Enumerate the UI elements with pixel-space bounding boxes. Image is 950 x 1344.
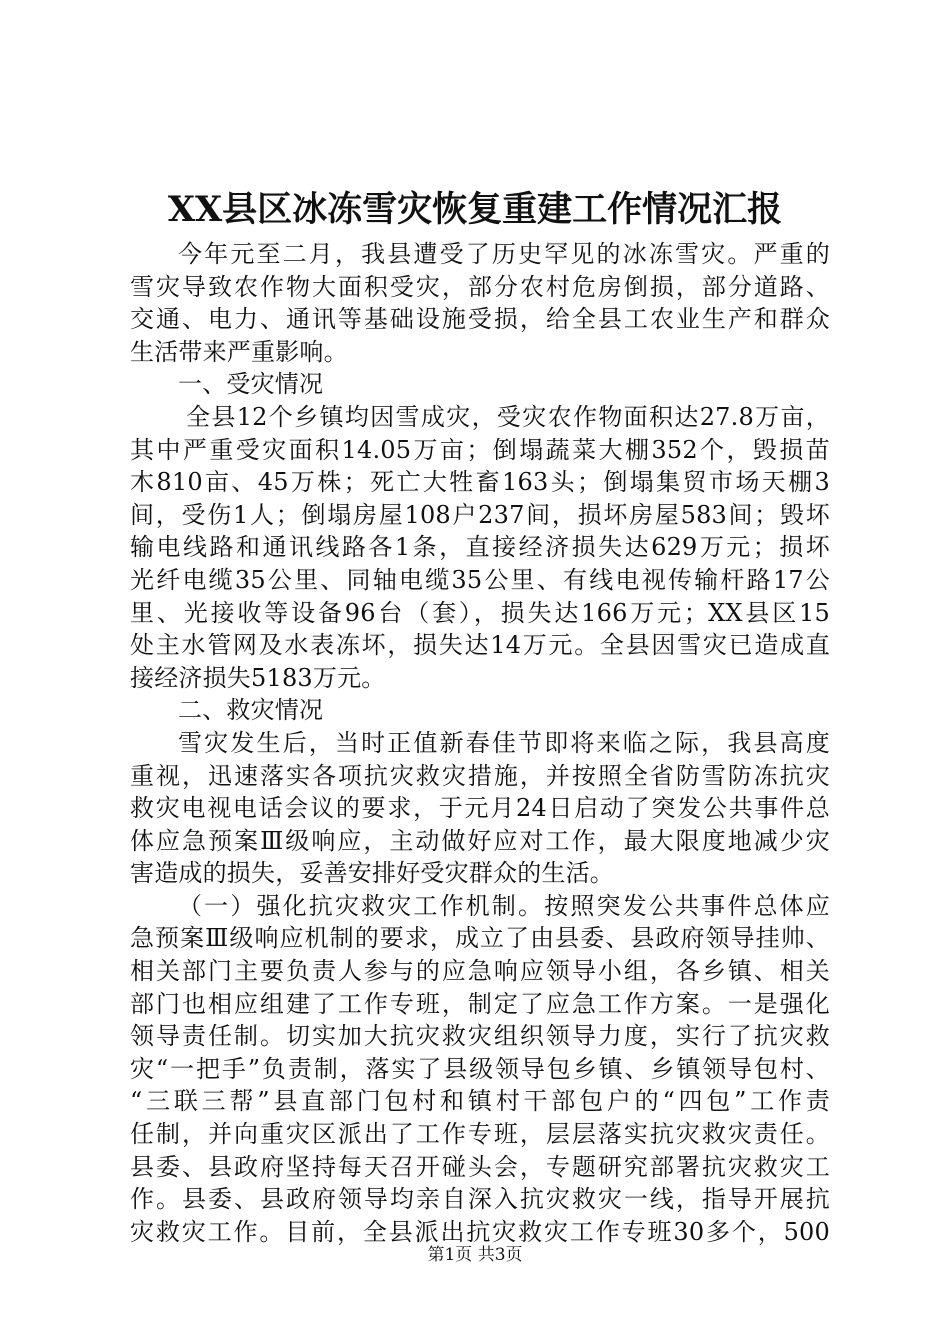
paragraph-line: 里、光接收等设备96台（套），损失达166万元；XX县区15 <box>130 598 830 627</box>
paragraph-line: 处主水管网及水表冻坏，损失达14万元。全县因雪灾已造成直 <box>130 631 830 660</box>
paragraph-line: 县委、县政府坚持每天召开碰头会，专题研究部署抗灾救灾工 <box>130 1152 830 1181</box>
paragraph-line: 接经济损失5183万元。 <box>130 663 386 692</box>
paragraph-line: 灾救灾工作。目前，全县派出抗灾救灾工作专班30多个，500 <box>130 1217 830 1246</box>
paragraph-line: 急预案Ⅲ级响应机制的要求，成立了由县委、县政府领导挂帅、 <box>130 924 830 953</box>
paragraph-line: 领导责任制。切实加大抗灾救灾组织领导力度，实行了抗灾救 <box>130 1022 830 1051</box>
paragraph-line: 生活带来严重影响。 <box>130 337 348 366</box>
paragraph-line: 交通、电力、通讯等基础设施受损，给全县工农业生产和群众 <box>130 305 830 334</box>
paragraph-line: 雪灾导致农作物大面积受灾，部分农村危房倒损，部分道路、 <box>130 272 830 301</box>
paragraph-line: 体应急预案Ⅲ级响应，主动做好应对工作，最大限度地减少灾 <box>130 826 830 855</box>
section-heading: 一、受灾情况 <box>178 370 324 399</box>
paragraph-line: 任制，并向重灾区派出了工作专班，层层落实抗灾救灾责任。 <box>130 1120 830 1149</box>
section-heading: 二、救灾情况 <box>178 696 324 725</box>
paragraph-line: 输电线路和通讯线路各1条，直接经济损失达629万元；损坏 <box>130 533 830 562</box>
paragraph-line: 部门也相应组建了工作专班，制定了应急工作方案。一是强化 <box>130 989 830 1018</box>
paragraph-line: 作。县委、县政府领导均亲自深入抗灾救灾一线，指导开展抗 <box>130 1185 830 1214</box>
paragraph-line: 木810亩、45万株；死亡大牲畜163头；倒塌集贸市场天棚3 <box>130 468 830 497</box>
paragraph-line: 重视，迅速落实各项抗灾救灾措施，并按照全省防雪防冻抗灾 <box>130 761 830 790</box>
paragraph-line: （一）强化抗灾救灾工作机制。按照突发公共事件总体应 <box>178 891 830 920</box>
paragraph-line: 灾“一把手”负责制，落实了县级领导包乡镇、乡镇领导包村、 <box>130 1054 830 1083</box>
document-title: XX县区冰冻雪灾恢复重建工作情况汇报 <box>167 189 783 230</box>
paragraph-line: 相关部门主要负责人参与的应急响应领导小组，各乡镇、相关 <box>130 957 830 986</box>
paragraph-line: 光纤电缆35公里、同轴电缆35公里、有线电视传输杆路17公 <box>130 565 830 594</box>
page-footer: 第1页 共3页 <box>427 1245 523 1265</box>
paragraph-line: 救灾电视电话会议的要求，于元月24日启动了突发公共事件总 <box>130 794 830 823</box>
paragraph-line: 雪灾发生后，当时正值新春佳节即将来临之际，我县高度 <box>178 728 830 757</box>
paragraph-line: 今年元至二月，我县遭受了历史罕见的冰冻雪灾。严重的 <box>178 240 830 268</box>
paragraph-line: 间，受伤1人；倒塌房屋108户237间，损坏房屋583间；毁坏 <box>130 500 830 529</box>
paragraph-line: 害造成的损失，妥善安排好受灾群众的生活。 <box>130 859 614 888</box>
paragraph-line: 全县12个乡镇均因雪成灾，受灾农作物面积达27.8万亩， <box>186 402 830 431</box>
document-body <box>130 238 830 1248</box>
paragraph-line: “三联三帮”县直部门包村和镇村干部包户的“四包”工作责 <box>130 1087 830 1116</box>
paragraph-line: 其中严重受灾面积14.05万亩；倒塌蔬菜大棚352个，毁损苗 <box>130 435 830 464</box>
